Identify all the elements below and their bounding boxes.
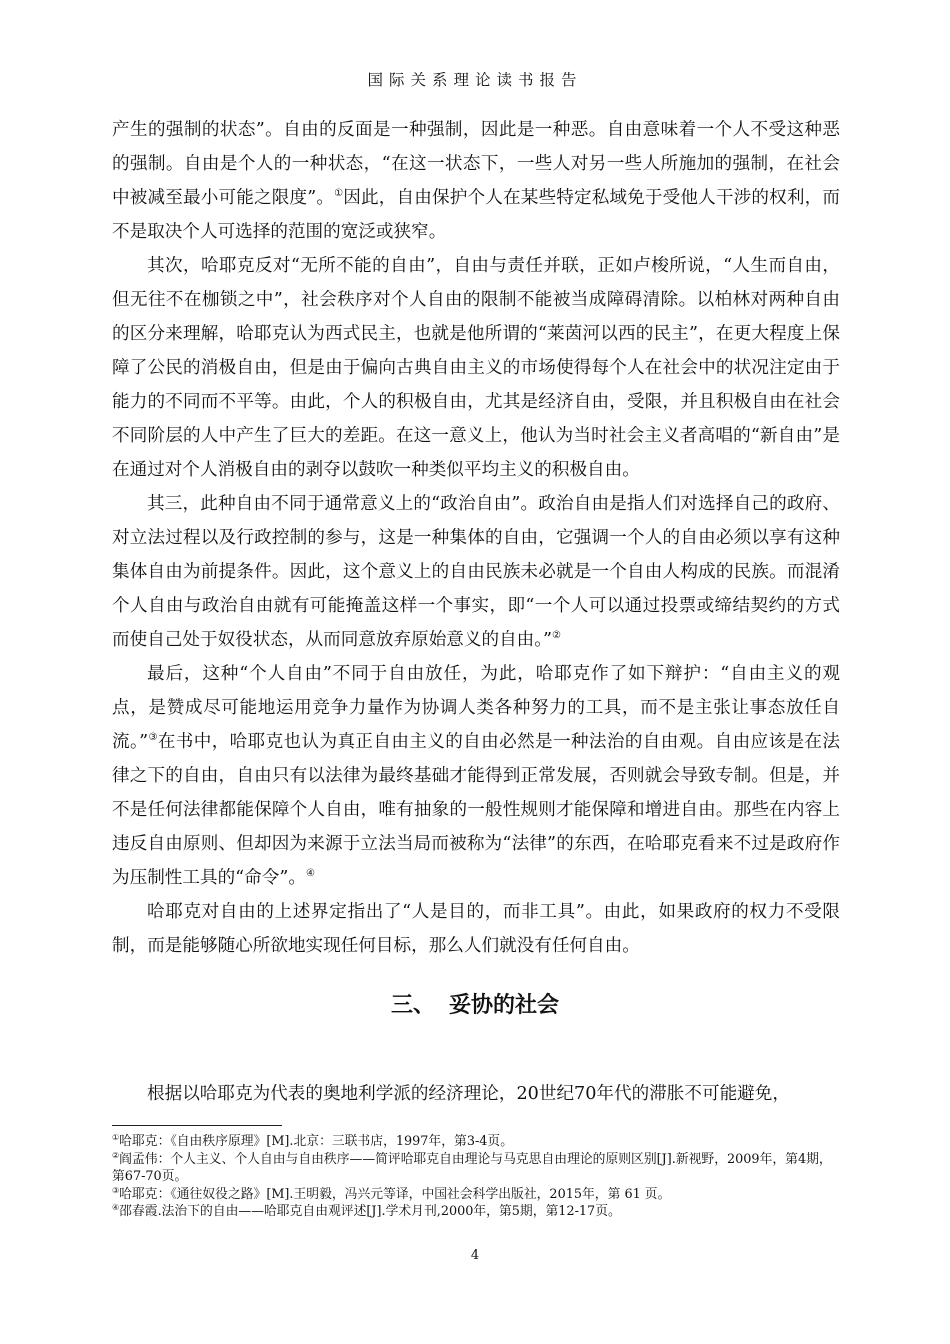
footnotes — [112, 1133, 840, 1221]
footnote-text: 哈耶克：《自由秩序原理》[M].北京：三联书店，1997年，第3-4页。 — [119, 1134, 514, 1149]
text-run: 因此，自由保护个人在某些特定私域免于受他人干涉的权利，而不是取决个人可选择的范围的宽泛或狭窄。 — [112, 188, 840, 242]
text-run: 最后，这种“个人自由”不同于自由放任，为此，哈耶克作了如下辩护：“自由主义的观点，是赞成尽可能地运用竞争力量作为协调人类各种努力的工具，而不是主张让事态放任自流。” — [112, 664, 840, 752]
paragraph-continuation — [112, 113, 840, 249]
section-number: 三、 — [390, 992, 435, 1018]
running-header: 国际关系理论读书报告 — [367, 71, 583, 89]
footnote-3 — [112, 1186, 840, 1204]
section-heading — [0, 988, 950, 1019]
text-run: 其三，此种自由不同于通常意义上的“政治自由”。政治自由是指人们对选择自己的政府、对立法过程以及行政控制的参与，这是一种集体的自由，它强调一个人的自由必须以享有这种集体自由为前提条件。因此，这个意义上的自由民族未必就是一个自由人构成的民族。而混淆个人自由与政治自由就有可能掩盖这样一个事实，即“一个人可以通过投票或缔结契约的方式而使自己处于奴役状态，从而同意放弃原始意义的自由。” — [112, 494, 840, 650]
body-text — [112, 113, 840, 963]
page-number: 4 — [470, 1248, 480, 1263]
footnote-reference: ④ — [305, 868, 315, 879]
footnote-divider — [112, 1125, 282, 1126]
footnote-text: 阎孟伟：个人主义、个人自由与自由秩序——简评哈耶克自由理论与马克思自由理论的原则区别[J].新视野，2009年，第4期，第67-70页。 — [112, 1151, 832, 1184]
footnote-mark: ④ — [112, 1203, 120, 1212]
paragraph-responsibility — [112, 249, 840, 487]
text-run: 产生的强制的状态”。自由的反面是一种强制，因此是一种恶。自由意味着一个人不受这种恶的强制。自由是个人的一种状态，“在这一状态下，一些人对另一些人所施加的强制，在社会中被减至最小可能之限度”。 — [112, 120, 840, 208]
paragraph-section-start: 根据以哈耶克为代表的奥地利学派的经济理论，20世纪70年代的滞胀不可能避免， — [147, 1084, 790, 1104]
text-run: 在书中，哈耶克也认为真正自由主义的自由必然是一种法治的自由观。自由应该是在法律之下的自由，自由只有以法律为最终基础才能得到正常发展，否则就会导致专制。但是，并不是任何法律都能保障个人自由，唯有抽象的一般性规则才能保障和增进自由。那些在内容上违反自由原则、但却因为来源于立法当局而被称为“法律”的东西，在哈耶克看来不过是政府作为压制性工具的“命令”。 — [112, 732, 840, 888]
paragraph-political-freedom — [112, 487, 840, 657]
footnote-reference: ② — [552, 630, 562, 641]
footnote-reference: ① — [334, 188, 344, 199]
footnote-mark: ② — [112, 1150, 120, 1160]
section-title-text: 妥协的社会 — [449, 992, 560, 1018]
paragraph-laissez-faire — [112, 657, 840, 895]
footnote-mark: ③ — [112, 1185, 120, 1195]
paragraph-conclusion — [112, 895, 840, 963]
footnote-reference: ③ — [148, 732, 158, 743]
footnote-1 — [112, 1133, 840, 1151]
footnote-text: 哈耶克：《通往奴役之路》[M].王明毅，冯兴元等译，中国社会科学出版社，2015年，第 61 页。 — [119, 1186, 671, 1202]
text-run: 哈耶克对自由的上述界定指出了“人是目的，而非工具”。由此，如果政府的权力不受限制，而是能够随心所欲地实现任何目标，那么人们就没有任何自由。 — [112, 902, 840, 956]
footnote-4 — [112, 1203, 840, 1221]
text-run: 其次，哈耶克反对“无所不能的自由”，自由与责任并联，正如卢梭所说，“人生而自由，但无往不在枷锁之中”，社会秩序对个人自由的限制不能被当成障碍清除。以柏林对两种自由的区分来理解，哈耶克认为西式民主，也就是他所谓的“莱茵河以西的民主”，在更大程度上保障了公民的消极自由，但是由于偏向古典自由主义的市场使得每个人在社会中的状况注定由于能力的不同而不平等。由此，个人的积极自由，尤其是经济自由，受限，并且积极自由在社会不同阶层的人中产生了巨大的差距。在这一意义上，他认为当时社会主义者高唱的“新自由”是在通过对个人消极自由的剥夺以鼓吹一种类似平均主义的积极自由。 — [112, 256, 840, 480]
footnote-text: 邵春霞.法治下的自由——哈耶克自由观评述[J].学术月刊,2000年，第5期，第12-17页。 — [119, 1204, 621, 1219]
footnote-2 — [112, 1151, 840, 1186]
footnote-mark: ① — [112, 1133, 120, 1142]
